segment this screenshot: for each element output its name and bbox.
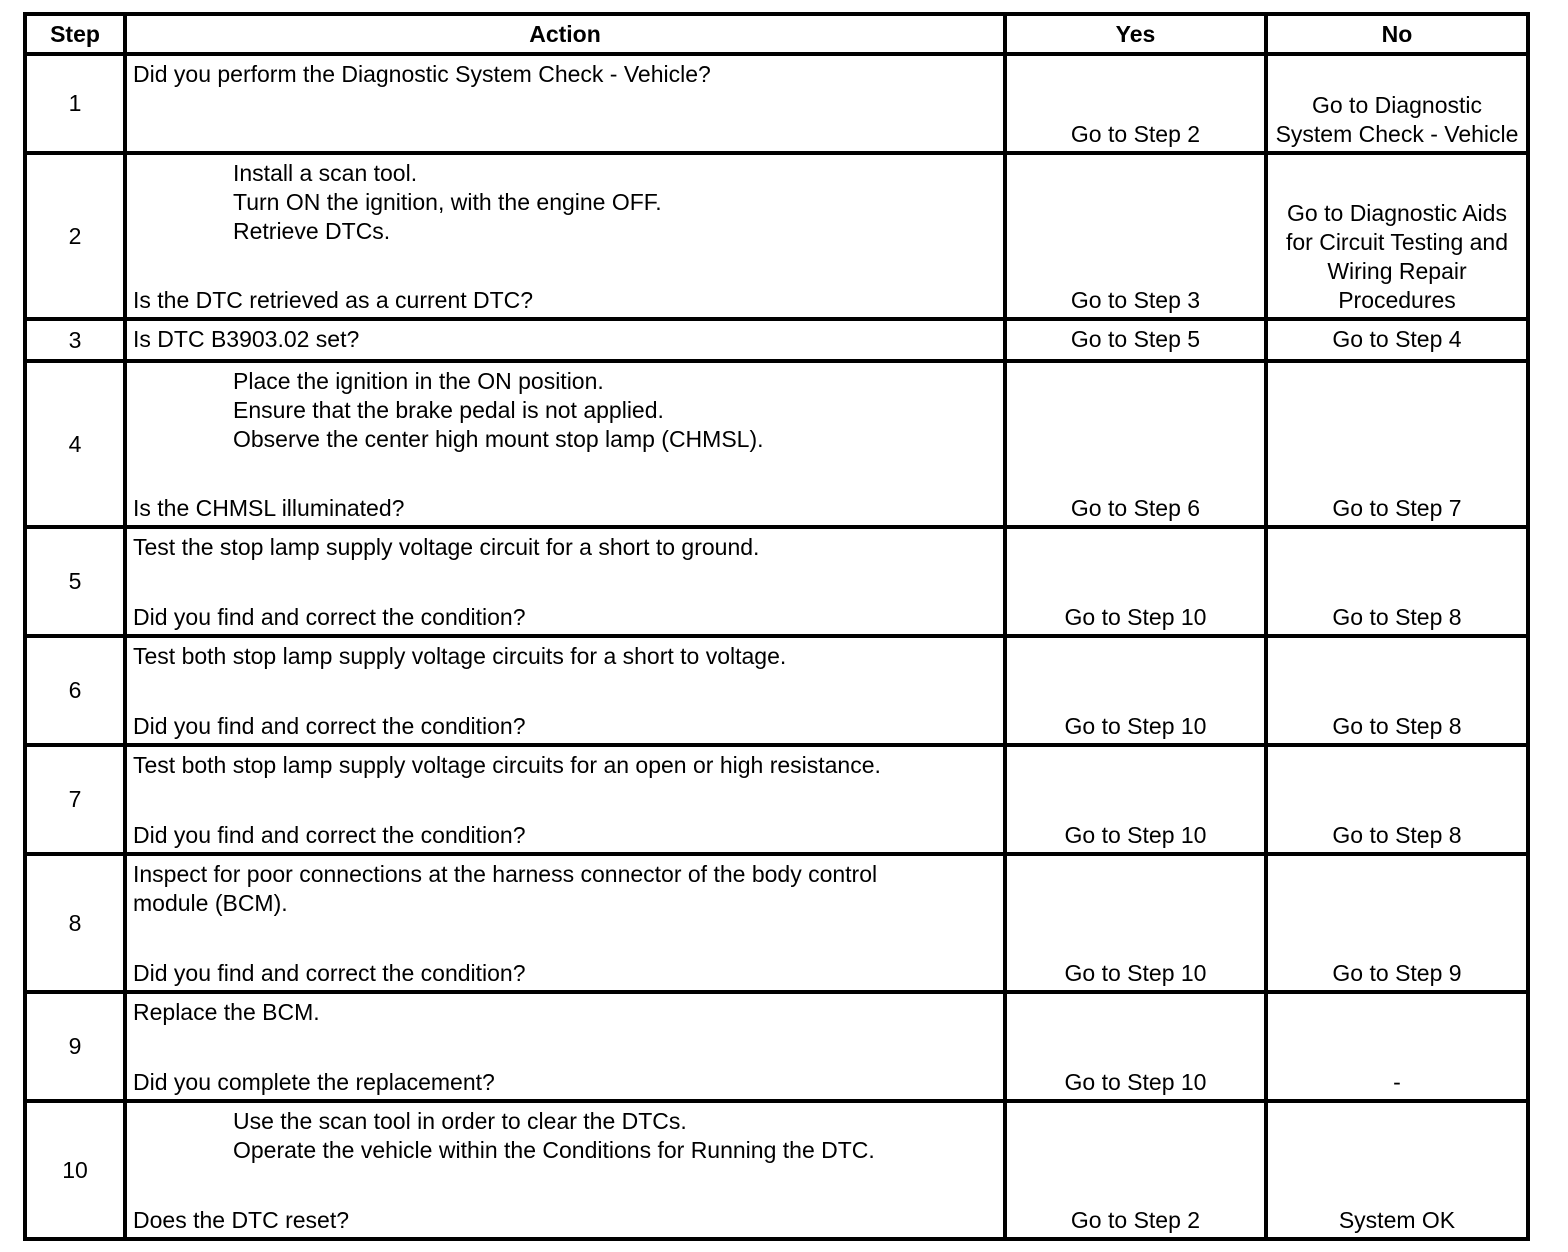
header-no: No bbox=[1266, 14, 1528, 54]
yes-result: Go to Step 2 bbox=[1005, 54, 1266, 153]
action-cell bbox=[125, 361, 1005, 527]
yes-result: Go to Step 2 bbox=[1005, 1101, 1266, 1239]
action-text: Did you perform the Diagnostic System Check - Vehicle? bbox=[133, 61, 711, 87]
no-result: - bbox=[1266, 992, 1528, 1101]
action-content bbox=[127, 856, 1003, 990]
action-content bbox=[127, 155, 1003, 317]
no-result: Go to Step 8 bbox=[1266, 527, 1528, 636]
no-result: Go to Step 8 bbox=[1266, 636, 1528, 745]
action-question: Is the DTC retrieved as a current DTC? bbox=[133, 287, 534, 313]
action-substep: Place the ignition in the ON position. bbox=[233, 368, 604, 394]
table-row bbox=[25, 1101, 1528, 1239]
action-cell bbox=[125, 1101, 1005, 1239]
action-substep: Install a scan tool. bbox=[233, 160, 418, 186]
yes-result: Go to Step 10 bbox=[1005, 745, 1266, 854]
action-substep: Use the scan tool in order to clear the DTCs. bbox=[233, 1108, 687, 1134]
action-cell bbox=[125, 527, 1005, 636]
header-yes: Yes bbox=[1005, 14, 1266, 54]
action-cell bbox=[125, 319, 1005, 361]
action-cell bbox=[125, 54, 1005, 153]
action-text: Test both stop lamp supply voltage circuits for a short to voltage. bbox=[133, 643, 787, 669]
table-row bbox=[25, 745, 1528, 854]
no-result: Go to Step 4 bbox=[1266, 319, 1528, 361]
action-text: Inspect for poor connections at the harness connector of the body control bbox=[133, 861, 878, 887]
action-cell bbox=[125, 636, 1005, 745]
table-row bbox=[25, 54, 1528, 153]
action-cell bbox=[125, 153, 1005, 319]
action-content bbox=[127, 994, 1003, 1099]
action-cell bbox=[125, 745, 1005, 854]
yes-result: Go to Step 10 bbox=[1005, 527, 1266, 636]
action-question: Did you find and correct the condition? bbox=[133, 822, 526, 848]
table-row bbox=[25, 854, 1528, 992]
action-body bbox=[133, 60, 997, 89]
action-text: Test both stop lamp supply voltage circuits for an open or high resistance. bbox=[133, 752, 881, 778]
action-content bbox=[127, 56, 1003, 151]
table-row bbox=[25, 361, 1528, 527]
step-number: 10 bbox=[25, 1101, 125, 1239]
yes-result: Go to Step 6 bbox=[1005, 361, 1266, 527]
action-question: Did you find and correct the condition? bbox=[133, 713, 526, 739]
action-content bbox=[127, 363, 1003, 525]
action-substeps bbox=[133, 159, 997, 246]
step-number: 8 bbox=[25, 854, 125, 992]
action-question: Is the CHMSL illuminated? bbox=[133, 495, 405, 521]
action-body bbox=[133, 1107, 997, 1165]
action-text: Is DTC B3903.02 set? bbox=[133, 326, 360, 352]
table-row bbox=[25, 153, 1528, 319]
table-row bbox=[25, 636, 1528, 745]
step-number: 5 bbox=[25, 527, 125, 636]
action-cell bbox=[125, 854, 1005, 992]
yes-result: Go to Step 10 bbox=[1005, 636, 1266, 745]
step-number: 9 bbox=[25, 992, 125, 1101]
no-result: Go to Diagnostic Aids for Circuit Testing and Wiring Repair Procedures bbox=[1266, 153, 1528, 319]
action-body bbox=[133, 533, 997, 562]
action-substep: Observe the center high mount stop lamp (CHMSL). bbox=[233, 426, 764, 452]
action-text: module (BCM). bbox=[133, 890, 288, 916]
step-number: 7 bbox=[25, 745, 125, 854]
no-result: Go to Step 7 bbox=[1266, 361, 1528, 527]
no-result: Go to Diagnostic System Check - Vehicle bbox=[1266, 54, 1528, 153]
action-body bbox=[133, 751, 997, 780]
action-substep: Turn ON the ignition, with the engine OFF. bbox=[233, 189, 662, 215]
yes-result: Go to Step 10 bbox=[1005, 992, 1266, 1101]
action-content bbox=[127, 747, 1003, 852]
action-substep: Operate the vehicle within the Conditions for Running the DTC. bbox=[233, 1137, 875, 1163]
action-question: Did you find and correct the condition? bbox=[133, 604, 526, 630]
action-body bbox=[133, 860, 997, 918]
action-text: Replace the BCM. bbox=[133, 999, 320, 1025]
no-result: Go to Step 8 bbox=[1266, 745, 1528, 854]
table-row bbox=[25, 527, 1528, 636]
header-step: Step bbox=[25, 14, 125, 54]
action-question: Did you complete the replacement? bbox=[133, 1069, 495, 1095]
action-substeps bbox=[133, 1107, 997, 1165]
step-number: 2 bbox=[25, 153, 125, 319]
action-content bbox=[127, 638, 1003, 743]
table-row bbox=[25, 992, 1528, 1101]
action-body bbox=[133, 367, 997, 454]
action-question: Did you find and correct the condition? bbox=[133, 960, 526, 986]
step-number: 1 bbox=[25, 54, 125, 153]
diagnostic-table bbox=[23, 12, 1530, 1241]
no-result: System OK bbox=[1266, 1101, 1528, 1239]
action-content bbox=[127, 1103, 1003, 1237]
action-body bbox=[133, 998, 997, 1027]
action-question: Does the DTC reset? bbox=[133, 1207, 350, 1233]
action-substeps bbox=[133, 367, 997, 454]
action-content bbox=[127, 321, 1003, 359]
action-body bbox=[133, 159, 997, 246]
action-body bbox=[133, 325, 997, 354]
step-number: 4 bbox=[25, 361, 125, 527]
no-result: Go to Step 9 bbox=[1266, 854, 1528, 992]
action-substep: Ensure that the brake pedal is not applied. bbox=[233, 397, 664, 423]
header-row bbox=[25, 14, 1528, 54]
action-substep: Retrieve DTCs. bbox=[233, 218, 391, 244]
action-content bbox=[127, 529, 1003, 634]
yes-result: Go to Step 10 bbox=[1005, 854, 1266, 992]
yes-result: Go to Step 3 bbox=[1005, 153, 1266, 319]
yes-result: Go to Step 5 bbox=[1005, 319, 1266, 361]
header-action: Action bbox=[125, 14, 1005, 54]
step-number: 3 bbox=[25, 319, 125, 361]
table-row bbox=[25, 319, 1528, 361]
action-text: Test the stop lamp supply voltage circuit for a short to ground. bbox=[133, 534, 760, 560]
action-body bbox=[133, 642, 997, 671]
step-number: 6 bbox=[25, 636, 125, 745]
action-cell bbox=[125, 992, 1005, 1101]
